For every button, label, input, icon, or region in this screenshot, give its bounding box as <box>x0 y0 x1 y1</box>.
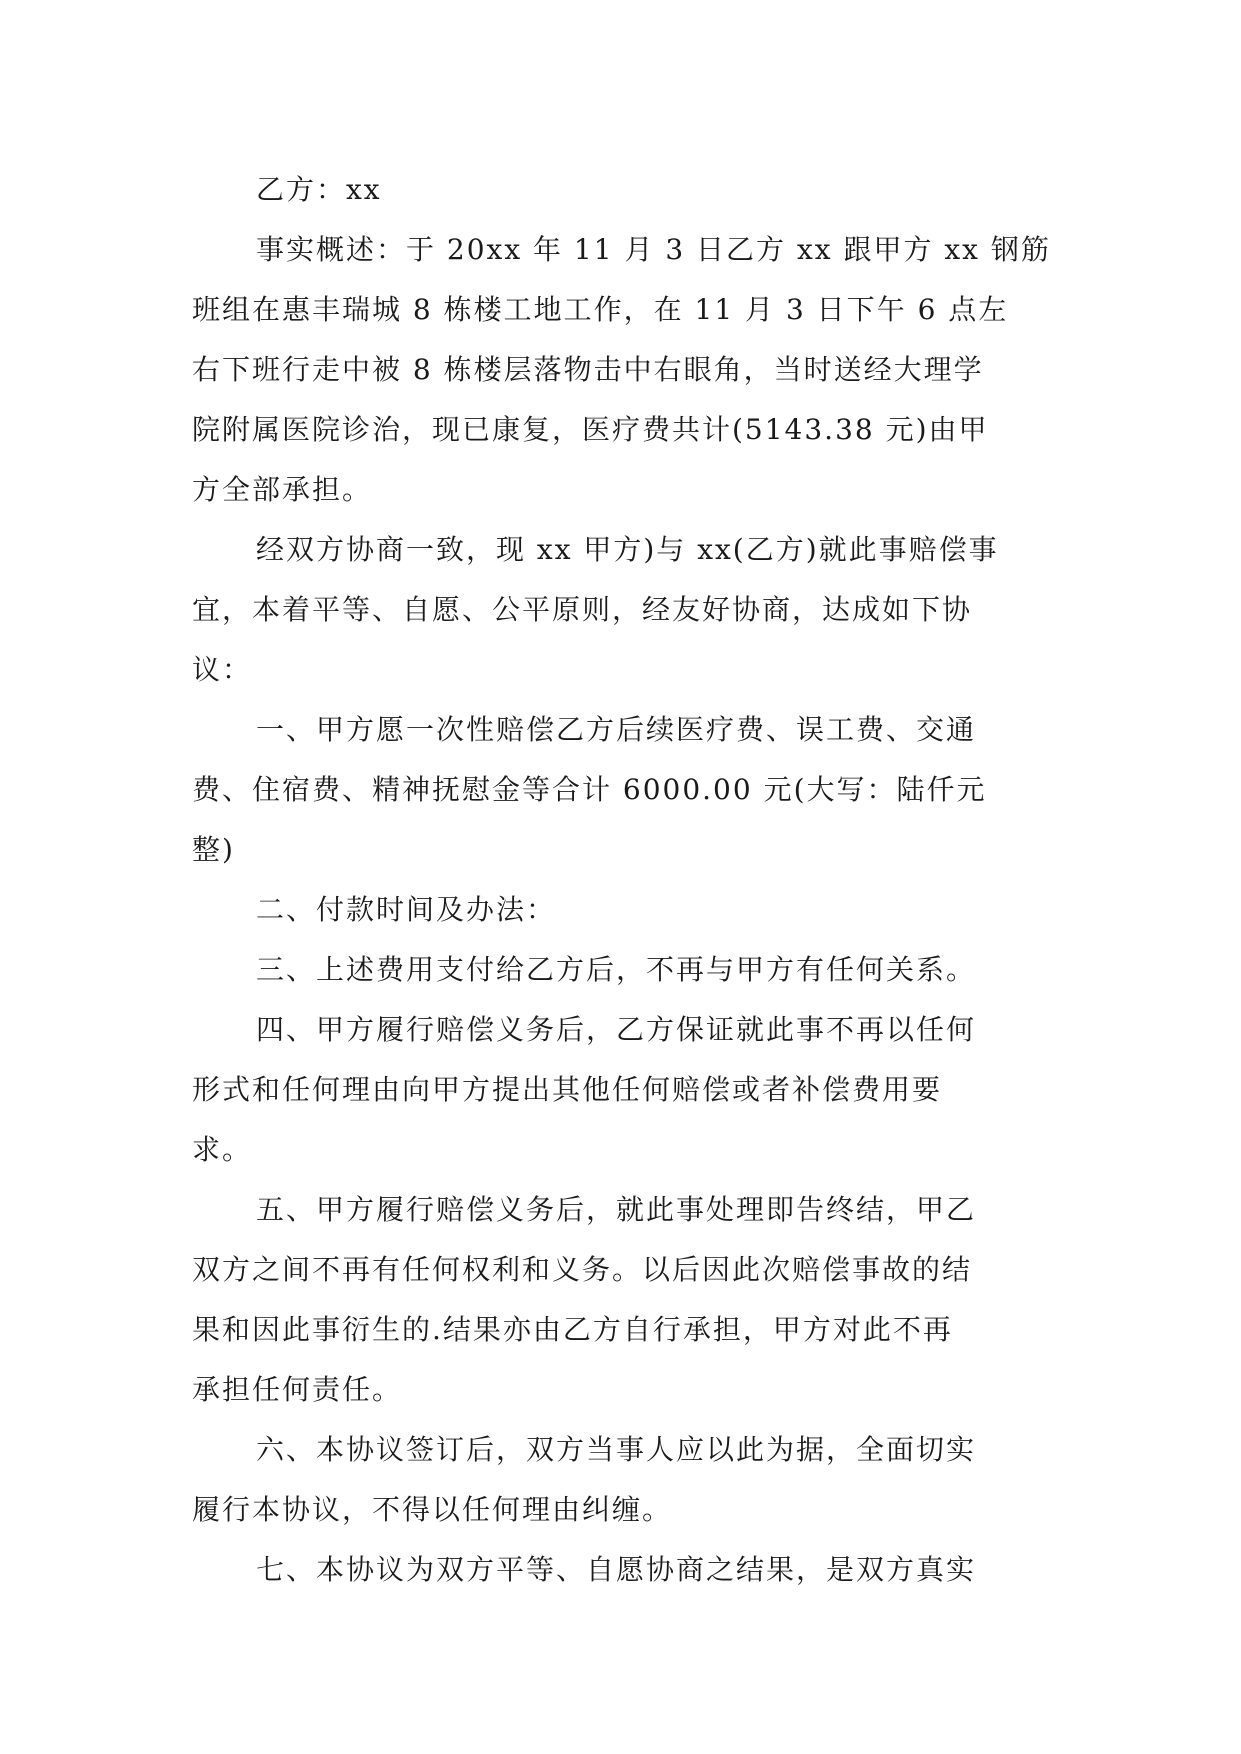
clause-5-line-4: 承担任何责任。 <box>192 1373 403 1406</box>
document-page <box>192 160 1052 1600</box>
clause-4-line-3: 求。 <box>192 1133 253 1166</box>
clause-6-line-1: 六、本协议签订后，双方当事人应以此为据，全面切实 <box>256 1433 977 1466</box>
clause-3-line: 三、上述费用支付给乙方后，不再与甲方有任何关系。 <box>256 953 977 986</box>
facts-line-5: 方全部承担。 <box>192 473 373 506</box>
clause-7-line-1: 七、本协议为双方平等、自愿协商之结果，是双方真实 <box>256 1553 977 1586</box>
negotiation-line-1: 经双方协商一致，现 xx 甲方)与 xx(乙方)就此事赔偿事 <box>256 533 999 566</box>
clause-4-line-2: 形式和任何理由向甲方提出其他任何赔偿或者补偿费用要 <box>192 1073 943 1106</box>
clause-4-line-1: 四、甲方履行赔偿义务后，乙方保证就此事不再以任何 <box>256 1013 977 1046</box>
clause-6-line-2: 履行本协议，不得以任何理由纠缠。 <box>192 1493 673 1526</box>
facts-line-1: 事实概述：于 20xx 年 11 月 3 日乙方 xx 跟甲方 xx 钢筋 <box>256 233 1051 266</box>
facts-line-2: 班组在惠丰瑞城 8 栋楼工地工作，在 11 月 3 日下午 6 点左 <box>192 293 1009 326</box>
clause-2-line: 二、付款时间及办法： <box>256 893 557 926</box>
clause-5-line-1: 五、甲方履行赔偿义务后，就此事处理即告终结，甲乙 <box>256 1193 977 1226</box>
clause-1-line-1: 一、甲方愿一次性赔偿乙方后续医疗费、误工费、交通 <box>256 713 977 746</box>
negotiation-line-3: 议： <box>192 653 253 686</box>
facts-line-4: 院附属医院诊治，现已康复，医疗费共计(5143.38 元)由甲 <box>192 413 989 446</box>
clause-1-line-2: 费、住宿费、精神抚慰金等合计 6000.00 元(大写：陆仟元 <box>192 773 987 806</box>
clause-5-line-2: 双方之间不再有任何权利和义务。以后因此次赔偿事故的结 <box>192 1253 973 1286</box>
clause-5-line-3: 果和因此事衍生的.结果亦由乙方自行承担，甲方对此不再 <box>192 1313 953 1346</box>
clause-1-line-3: 整) <box>192 833 235 866</box>
negotiation-line-2: 宜，本着平等、自愿、公平原则，经友好协商，达成如下协 <box>192 593 973 626</box>
facts-line-3: 右下班行走中被 8 栋楼层落物击中右眼角，当时送经大理学 <box>192 353 984 386</box>
party-b-line: 乙方：xx <box>256 173 382 206</box>
